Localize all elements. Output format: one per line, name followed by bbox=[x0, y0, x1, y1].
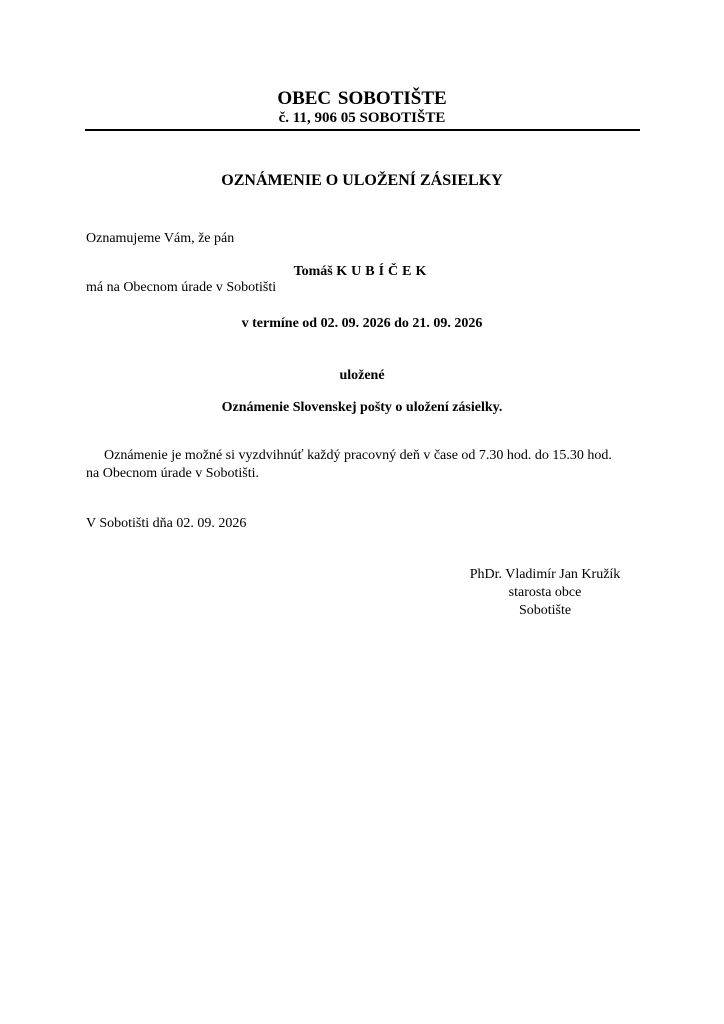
header-divider bbox=[85, 129, 640, 131]
recipient-name bbox=[0, 264, 724, 280]
place-date: V Sobotišti dňa 02. 09. 2026 bbox=[86, 516, 247, 531]
stored-label: uložené bbox=[339, 368, 385, 383]
signatory-municipality: Sobotište bbox=[518, 603, 572, 618]
intro-text: Oznamujeme Vám, že pán bbox=[86, 231, 235, 246]
recipient-surname: KUBÍČEK bbox=[336, 264, 431, 279]
municipality-address: č. 11, 906 05 SOBOTIŠTE bbox=[278, 110, 446, 126]
signatory-name: PhDr. Vladimír Jan Kružík bbox=[469, 567, 621, 582]
post-notice: Oznámenie Slovenskej pošty o uložení zásielky. bbox=[221, 400, 503, 415]
storage-term: v termíne od 02. 09. 2026 do 21. 09. 2026 bbox=[241, 316, 483, 331]
pickup-line-1: Oznámenie je možné si vyzdvihnúť každý pracovný deň v čase od 7.30 hod. do 15.30 hod. bbox=[104, 448, 612, 463]
notice-title: OZNÁMENIE O ULOŽENÍ ZÁSIELKY bbox=[221, 172, 503, 189]
pickup-line-2: na Obecnom úrade v Sobotišti. bbox=[86, 466, 260, 481]
signatory-role: starosta obce bbox=[508, 585, 582, 600]
signature-block bbox=[440, 566, 650, 620]
recipient-first-name: Tomáš bbox=[293, 264, 333, 279]
municipality-title: OBEC SOBOTIŠTE bbox=[277, 88, 447, 109]
location-line: má na Obecnom úrade v Sobotišti bbox=[86, 280, 277, 295]
